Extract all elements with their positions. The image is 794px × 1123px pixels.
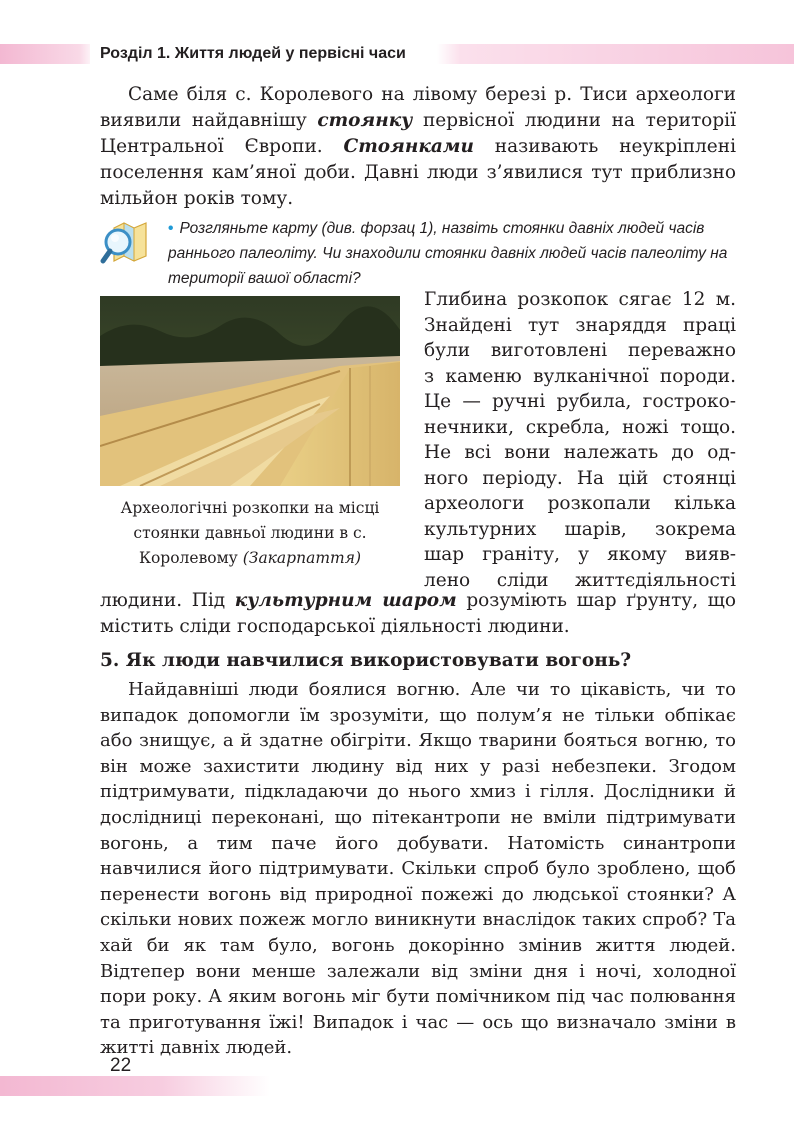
paragraph-fire: Найдавніші люди боялися вогню. Але чи то цікавість, чи то випадок допомогли їм зрозуміти, що полум’я не тільки обпікає або знищує, а й здатне обігріти. Якщо тварини бояться вогню, то він може захистити людину від них у разі небезпеки. Згодом підтримувати, підкладаючи до нього хмиз і гілля. Дослідники й дослідниці переконані, що пітекантропи не вміли підтримувати вогонь, а тим паче його добувати. Натомість синантропи навчилися його підтримувати. Скільки спроб було зроблено, щоб перенести вогонь від природної пожежі до людської стоянки? А скільки нових пожеж могло виникнути внаслідок таких спроб? Та хай би як там було, вогонь докорінно змінив життя людей. Відтепер вони менше залежали від зміни дня і ночі, холодної пори року. А яким вогонь міг бути помічником під час полювання та приготування їжі! Випадок і час — ось що визначало зміни в житті давніх людей. <box>100 679 736 1059</box>
footer-band <box>0 1076 270 1096</box>
term-stoyankamy: Стоянками <box>343 136 474 157</box>
task-text: • Розгляньте карту (див. форзац 1), назвіть стоянки давніх людей часів раннього палеоліту. Чи знаходили стоянки давніх людей часів палеоліту на території вашої області? <box>168 220 728 287</box>
text-line: шар граніту, у якому вияв- <box>424 544 736 565</box>
term-cultural-layer: культурним шаром <box>234 590 457 611</box>
text-line: нечники, скребла, ножі тощо. <box>424 416 736 438</box>
excavation-photo <box>100 296 400 486</box>
text-line: з каменю вулканічної породи. <box>424 365 736 387</box>
paragraph-excavation <box>424 287 736 593</box>
bullet-icon: • <box>168 220 174 237</box>
text-line: ного періоду. На цій стоянці <box>424 467 736 489</box>
text-line: були виготовлені переважно <box>424 340 736 361</box>
text-line: Глибина розкопок сягає 12 м. <box>424 289 736 310</box>
photo-caption: Археологічні розкопки на місці стоянки давньої людини в с. Королевому (Закарпаття) <box>120 499 380 567</box>
term-stoyanka: стоянку <box>317 110 413 131</box>
text-line: археологи розкопали кілька <box>424 493 736 514</box>
map-magnifier-icon <box>100 218 152 270</box>
text-line: Не всі вони належать до од- <box>424 442 736 463</box>
paragraph-intro: Саме біля с. Королевого на лівому березі р. Тиси археологи виявили найдавнішу стоянку первісної людини на території Центральної Європи. Стоянками називають неукріплені поселення кам’яної доби. Давні люди з’явилися тут приблизно мільйон років тому. <box>100 84 736 209</box>
section-title: Розділ 1. Життя людей у первісні часи <box>90 42 416 66</box>
text-line: культурних шарів, зокрема <box>424 518 736 540</box>
text-line: Це — ручні рубила, гостроко- <box>424 391 736 412</box>
text-line: Знайдені тут знаряддя праці <box>424 314 736 336</box>
page-number: 22 <box>110 1055 132 1076</box>
section-heading: 5. Як люди навчилися використовувати вогонь? <box>100 650 632 671</box>
paragraph-cultural-layer: людини. Під культурним шаром розуміють шар ґрунту, що містить сліди господарської діяльності людини. <box>100 590 736 637</box>
text-line: лено сліди життєдіяльності <box>424 569 736 591</box>
